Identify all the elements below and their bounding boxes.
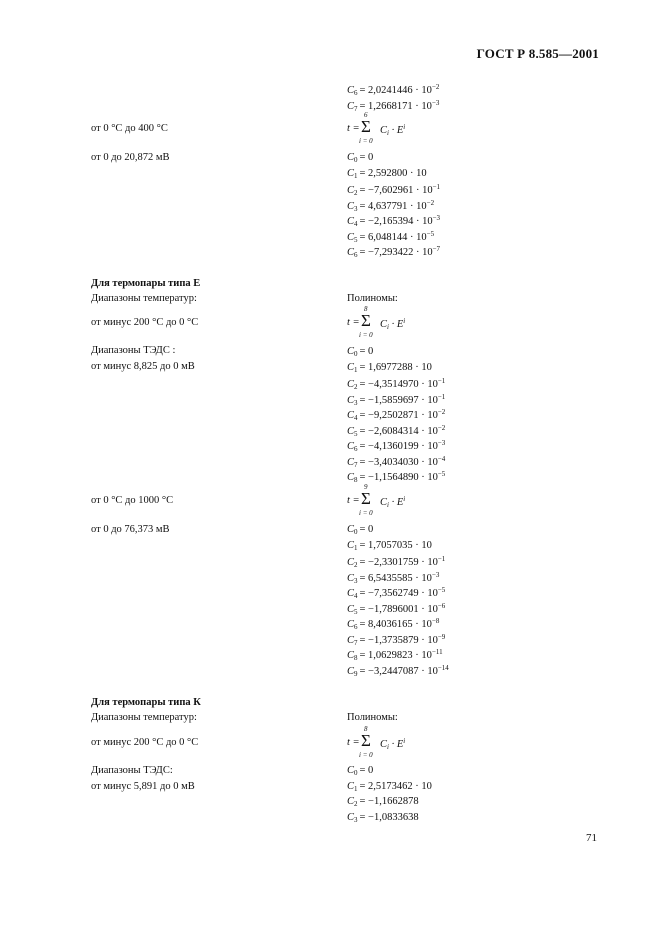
emf-range-label: от 0 до 20,872 мВ [91, 152, 170, 163]
coefficient-index: 6 [354, 623, 358, 631]
coefficient-exponent: −3 [437, 439, 446, 447]
coefficient-symbol: C [347, 796, 355, 807]
coefficient-row [347, 168, 427, 180]
page-number: 71 [586, 832, 597, 844]
coefficient-exponent: −3 [431, 570, 440, 579]
formula-variable: · E [388, 739, 404, 750]
coefficient-index: 8 [354, 654, 358, 662]
coefficient-index: 2 [354, 383, 358, 391]
coefficient-exponent: −2 [426, 198, 435, 207]
coefficient-value: = 4,637791 · 10 [359, 200, 427, 212]
coefficient-value: = −2,6084314 · 10 [359, 425, 438, 437]
emf-ranges-heading: Диапазоны ТЭДС: [91, 765, 173, 776]
coefficient-row [347, 602, 445, 616]
coefficient-symbol: C [347, 665, 355, 677]
inverse-polynomial-formula [347, 725, 457, 763]
coefficient-symbol: C [347, 603, 355, 615]
formula-lhs: t = [347, 737, 360, 748]
coefficient-symbol: C [347, 247, 355, 258]
coefficient-exponent: −8 [431, 617, 440, 625]
coefficient-row [347, 812, 419, 824]
formula-variable: · E [388, 319, 404, 330]
coefficient-exponent: −5 [426, 229, 435, 238]
coefficient-exponent: −14 [437, 663, 449, 672]
coefficient-row [347, 664, 449, 678]
polynomials-heading: Полиномы: [347, 293, 398, 304]
inverse-polynomial-formula [347, 305, 457, 343]
coefficient-row [347, 377, 445, 391]
inverse-polynomial-formula [347, 111, 457, 149]
coefficient-value: = −4,3514970 · 10 [359, 379, 438, 390]
coefficient-row [347, 424, 445, 438]
formula-power: i [403, 737, 406, 745]
coefficient-value: = −4,1360199 · 10 [359, 441, 438, 452]
formula-lhs: t = [347, 123, 360, 134]
coefficient-exponent: −1 [437, 377, 446, 385]
coefficient-symbol: C [347, 588, 355, 599]
coefficient-exponent: −4 [437, 454, 446, 463]
formula-lhs: t = [347, 317, 360, 328]
coefficient-symbol: C [347, 472, 355, 483]
coefficient-value: = −9,2502871 · 10 [359, 410, 438, 421]
formula-variable: · E [388, 497, 404, 508]
coefficient-row [347, 648, 443, 662]
sum-upper-limit: 6 [364, 111, 368, 119]
coefficient-value: = −1,1662878 [359, 796, 419, 807]
coefficient-symbol: C [347, 410, 355, 421]
sum-lower-limit: i = 0 [359, 751, 373, 759]
coefficient-exponent: −1 [432, 183, 441, 191]
coefficient-symbol: C [347, 200, 355, 212]
coefficient-row [347, 470, 445, 484]
coefficient-symbol: C [347, 185, 355, 196]
formula-coef: C [380, 739, 388, 750]
coefficient-exponent: −3 [431, 98, 440, 107]
formula-coef-index: i [387, 743, 389, 751]
coefficient-index: 1 [354, 365, 358, 374]
coefficient-symbol: C [347, 634, 355, 646]
coefficient-symbol: C [347, 619, 355, 630]
coefficient-value: = 6,5435585 · 10 [359, 572, 432, 584]
formula-power: i [403, 123, 406, 131]
coefficient-row [347, 199, 434, 213]
coefficient-row [347, 83, 439, 97]
formula-power: i [403, 317, 406, 325]
coefficient-exponent: −7 [432, 245, 441, 253]
coefficient-value: = 0 [359, 152, 374, 163]
coefficient-index: 1 [354, 543, 358, 552]
coefficient-row [347, 245, 440, 259]
temperature-range-label: от минус 200 °С до 0 °С [91, 317, 199, 328]
coefficient-value: = 0 [359, 346, 374, 357]
sum-lower-limit: i = 0 [359, 509, 373, 517]
coefficient-index: 6 [354, 89, 358, 97]
coefficient-exponent: −5 [437, 586, 446, 594]
coefficient-index: 1 [354, 171, 358, 180]
coefficient-value: = −7,3562749 · 10 [359, 588, 438, 599]
coefficient-value: = −2,165394 · 10 [359, 216, 433, 227]
coefficient-row [347, 152, 373, 164]
coefficient-row [347, 183, 440, 197]
coefficient-index: 3 [354, 204, 358, 213]
coefficient-exponent: −1 [437, 392, 446, 401]
inverse-polynomial-formula [347, 483, 457, 521]
coefficient-symbol: C [347, 379, 355, 390]
formula-coef: C [380, 497, 388, 508]
coefficient-row [347, 214, 440, 228]
temperature-range-label: от 0 °С до 400 °С [91, 123, 168, 134]
sigma-icon: Σ [361, 731, 371, 750]
formula-coef-index: i [387, 501, 389, 509]
coefficient-index: 3 [354, 398, 358, 407]
coefficient-row [347, 617, 439, 631]
coefficient-index: 0 [354, 350, 358, 358]
coefficient-index: 5 [354, 607, 358, 616]
coefficient-index: 5 [354, 235, 358, 244]
coefficient-index: 4 [354, 220, 358, 228]
coefficient-index: 7 [354, 104, 358, 113]
section-title-type-k: Для термопары типа К [91, 697, 201, 708]
coefficient-index: 3 [354, 815, 358, 824]
coefficient-symbol: C [347, 811, 355, 823]
coefficient-value: = 0 [359, 524, 374, 535]
coefficient-value: = −3,2447087 · 10 [359, 665, 438, 677]
coefficient-row [347, 99, 439, 113]
formula-variable: · E [388, 125, 404, 136]
coefficient-symbol: C [347, 539, 355, 551]
sum-lower-limit: i = 0 [359, 137, 373, 145]
coefficient-value: = 1,0629823 · 10 [359, 650, 432, 661]
sigma-icon: Σ [361, 311, 371, 330]
coefficient-symbol: C [347, 425, 355, 437]
coefficient-value: = −3,4034030 · 10 [359, 456, 438, 468]
coefficient-index: 9 [354, 669, 358, 678]
coefficient-row [347, 230, 434, 244]
coefficient-symbol: C [347, 167, 355, 179]
coefficient-symbol: C [347, 231, 355, 243]
coefficient-index: 7 [354, 638, 358, 647]
formula-coef: C [380, 125, 388, 136]
coefficient-value: = 8,4036165 · 10 [359, 619, 432, 630]
sigma-icon: Σ [361, 489, 371, 508]
coefficient-row [347, 555, 445, 569]
coefficient-exponent: −11 [431, 648, 443, 656]
coefficient-value: = −1,0833638 [359, 811, 419, 823]
coefficient-row [347, 571, 439, 585]
coefficient-exponent: −1 [437, 555, 446, 563]
coefficient-symbol: C [347, 152, 355, 163]
coefficient-index: 1 [354, 784, 358, 793]
coefficient-index: 0 [354, 769, 358, 777]
coefficient-symbol: C [347, 441, 355, 452]
coefficient-symbol: C [347, 346, 355, 357]
formula-term [380, 317, 405, 331]
coefficient-value: = 1,2668171 · 10 [359, 100, 432, 112]
coefficient-symbol: C [347, 394, 355, 406]
coefficient-row [347, 586, 445, 600]
temperature-ranges-heading: Диапазоны температур: [91, 712, 197, 723]
coefficient-exponent: −2 [437, 408, 446, 416]
coefficient-row [347, 796, 419, 808]
coefficient-row [347, 781, 432, 793]
sum-upper-limit: 8 [364, 305, 368, 313]
coefficient-index: 4 [354, 414, 358, 422]
formula-power: i [403, 495, 406, 503]
sum-lower-limit: i = 0 [359, 331, 373, 339]
formula-term [380, 495, 405, 509]
coefficient-value: = −1,5859697 · 10 [359, 394, 438, 406]
section-title-type-e: Для термопары типа Е [91, 278, 201, 289]
emf-range-label: от 0 до 76,373 мВ [91, 524, 170, 535]
coefficient-index: 2 [354, 189, 358, 197]
coefficient-symbol: C [347, 650, 355, 661]
coefficient-index: 3 [354, 576, 358, 585]
sigma-icon: Σ [361, 117, 371, 136]
polynomials-heading: Полиномы: [347, 712, 398, 723]
coefficient-symbol: C [347, 572, 355, 584]
formula-term [380, 123, 405, 137]
coefficient-value: = −1,3735879 · 10 [359, 634, 438, 646]
coefficient-index: 8 [354, 476, 358, 484]
sum-upper-limit: 8 [364, 725, 368, 733]
coefficient-value: = 2,5173462 · 10 [359, 780, 432, 792]
coefficient-exponent: −3 [432, 214, 441, 222]
coefficient-exponent: −9 [437, 632, 446, 641]
formula-coef-index: i [387, 129, 389, 137]
coefficient-index: 6 [354, 251, 358, 259]
coefficient-row [347, 393, 445, 407]
emf-range-label: от минус 8,825 до 0 мВ [91, 361, 195, 372]
coefficient-symbol: C [347, 780, 355, 792]
temperature-range-label: от минус 200 °С до 0 °С [91, 737, 199, 748]
coefficient-index: 2 [354, 800, 358, 808]
coefficient-row [347, 540, 432, 552]
formula-term [380, 737, 405, 751]
emf-ranges-heading: Диапазоны ТЭДС : [91, 345, 176, 356]
coefficient-exponent: −2 [431, 83, 440, 91]
formula-lhs: t = [347, 495, 360, 506]
coefficient-row [347, 455, 445, 469]
coefficient-row [347, 524, 373, 536]
coefficient-value: = 1,6977288 · 10 [359, 361, 432, 373]
coefficient-row [347, 408, 445, 422]
coefficient-row [347, 362, 432, 374]
coefficient-exponent: −6 [437, 601, 446, 610]
coefficient-index: 7 [354, 460, 358, 469]
coefficient-value: = −1,7896001 · 10 [359, 603, 438, 615]
coefficient-index: 6 [354, 445, 358, 453]
coefficient-index: 4 [354, 592, 358, 600]
coefficient-value: = −1,1564890 · 10 [359, 472, 438, 483]
coefficient-index: 5 [354, 429, 358, 438]
coefficient-symbol: C [347, 456, 355, 468]
coefficient-symbol: C [347, 524, 355, 535]
coefficient-value: = 2,592800 · 10 [359, 167, 427, 179]
coefficient-index: 2 [354, 561, 358, 569]
coefficient-symbol: C [347, 557, 355, 568]
temperature-range-label: от 0 °С до 1000 °С [91, 495, 174, 506]
coefficient-row [347, 765, 373, 777]
formula-coef: C [380, 319, 388, 330]
coefficient-exponent: −5 [437, 470, 446, 478]
coefficient-row [347, 633, 445, 647]
coefficient-value: = −2,3301759 · 10 [359, 557, 438, 568]
coefficient-symbol: C [347, 216, 355, 227]
coefficient-exponent: −2 [437, 423, 446, 432]
emf-range-label: от минус 5,891 до 0 мВ [91, 781, 195, 792]
coefficient-symbol: C [347, 100, 355, 112]
coefficient-symbol: C [347, 765, 355, 776]
coefficient-value: = 2,0241446 · 10 [359, 85, 432, 96]
coefficient-value: = −7,293422 · 10 [359, 247, 433, 258]
coefficient-row [347, 346, 373, 358]
coefficient-value: = 0 [359, 765, 374, 776]
coefficient-row [347, 439, 445, 453]
coefficient-symbol: C [347, 361, 355, 373]
formula-coef-index: i [387, 323, 389, 331]
coefficient-value: = −7,602961 · 10 [359, 185, 433, 196]
coefficient-symbol: C [347, 85, 355, 96]
coefficient-value: = 6,048144 · 10 [359, 231, 427, 243]
coefficient-index: 0 [354, 528, 358, 536]
coefficient-value: = 1,7057035 · 10 [359, 539, 432, 551]
page-header: ГОСТ Р 8.585—2001 [476, 46, 599, 61]
temperature-ranges-heading: Диапазоны температур: [91, 293, 197, 304]
coefficient-index: 0 [354, 156, 358, 164]
sum-upper-limit: 9 [364, 483, 368, 491]
